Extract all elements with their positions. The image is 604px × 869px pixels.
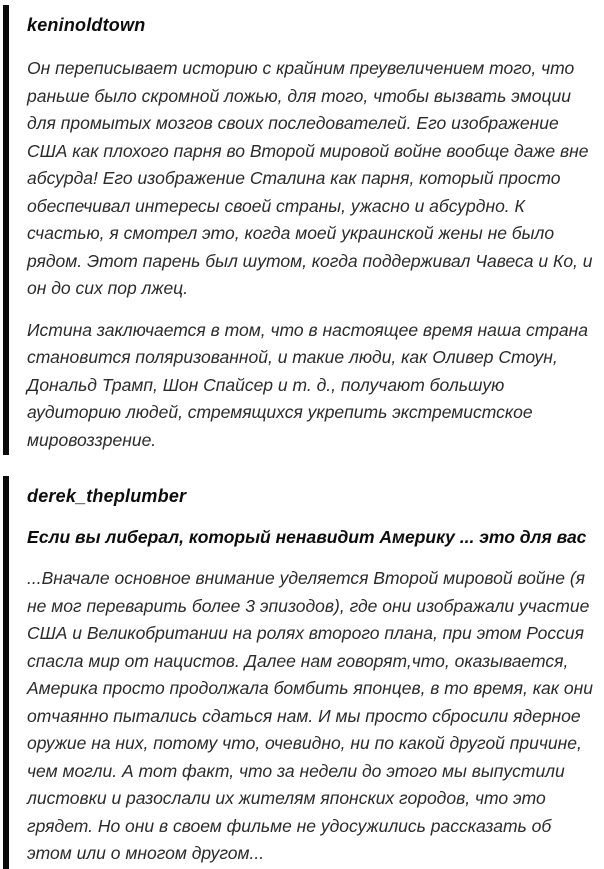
comment-paragraph: Истина заключается в том, что в настоящее время наша страна становится поляризованной, и такие люди, как Оливер Стоун, Дональд Трамп, Шон Спайсер и т. д., получают большую аудиторию людей, стремящихся укрепить экстремистское мировоззрение.	[27, 319, 588, 450]
comment-author: derek_theplumber	[27, 486, 187, 506]
comment-author: keninoldtown	[27, 15, 146, 35]
comment-paragraph: ...Вначале основное внимание уделяется Второй мировой войне (я не мог переварить более 3 эпизодов), где они изображали участие США и Великобритании на ролях второго плана, при этом Россия спасла мир от нацистов. Далее нам говорят,что, оказывается, Америка просто продолжала бомбить японцев, в то время, как они отчаянно пытались сдаться нам. И мы просто сбросили ядерное оружие на них, потому что, очевидно, ни по какой другой причине, чем могли. А тот факт, что за недели до этого мы выпустили листовки и разослали их жителям японских городов, что это грядет. Но они в своем фильме не удосужились рассказать об этом или о многом другом...	[27, 568, 593, 863]
comment-paragraph: Он переписывает историю с крайним преувеличением того, что раньше было скромной ложью, для того, чтобы вызвать эмоции для промытых мозгов своих последователей. Его изображение США как плохого парня во Второй мировой войне вообще даже вне абсурда! Его изображение Сталина как парня, который просто обеспечивал интересы своей страны, ужасно и абсурдно. К счастью, я смотрел это, когда моей украинской жены не было рядом. Этот парень был шутом, когда поддерживал Чавеса и Ко, и он до сих пор лжец.	[27, 58, 593, 298]
comment-headline: Если вы либерал, который ненавидит Америку ... это для вас	[27, 527, 587, 547]
comment-block-derek-theplumber	[3, 476, 604, 869]
comment-block-keninoldtown	[3, 5, 604, 455]
